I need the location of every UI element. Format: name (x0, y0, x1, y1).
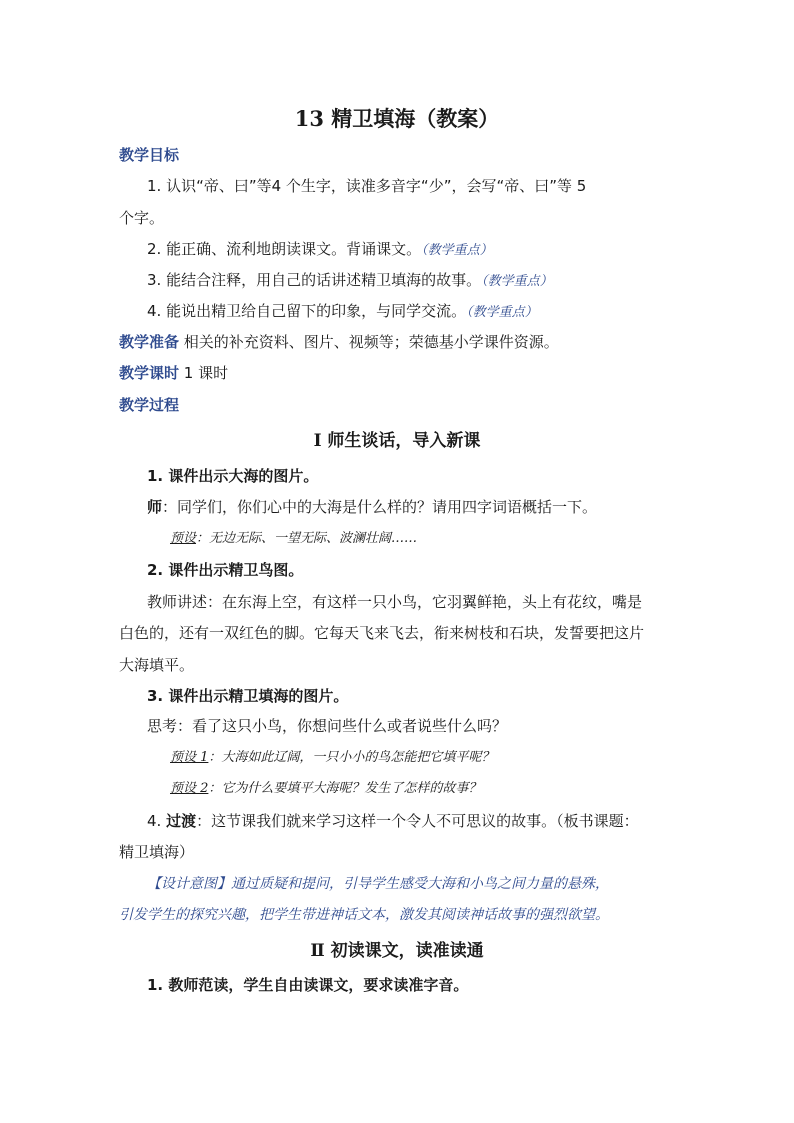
document-title: 13 精卫填海（教案） (294, 106, 500, 131)
goal-item-4 (147, 301, 538, 323)
goal-item-4-note: （教学重点） (466, 305, 538, 320)
goal-item-3 (147, 270, 553, 292)
section-2-step-1 (147, 975, 468, 995)
think-question: 思考：看了这只小鸟，你想问些什么或者说些什么吗？ (147, 717, 508, 735)
section-1-step-1 (147, 466, 318, 486)
narration-line-1: 教师讲述：在东海上空，有这样一只小鸟，它羽翼鲜艳，头上有花纹，嘴是 (147, 593, 643, 611)
section-1-step-2 (147, 560, 303, 580)
prep-label: 教学准备 (119, 333, 180, 351)
section-1-title: Ⅰ 师生谈话，导入新课 (313, 431, 481, 451)
teacher-question (147, 497, 597, 517)
preset-text: ：无边无际、一望无际、波澜壮阔…… (196, 531, 418, 546)
goal-item-4-text: 4. 能说出精卫给自己留下的印象，与同学交流。 (147, 302, 467, 320)
narration-line-3: 大海填平。 (119, 656, 195, 674)
hours-line (119, 363, 228, 383)
step-4-number: 4. (147, 812, 167, 830)
step-4-text: ：这节课我们就来学习这样一个令人不可思议的故事。（板书课题： (196, 812, 639, 830)
prep-line (119, 332, 559, 352)
preset-1-text: ：大海如此辽阔，一只小小的鸟怎能把它填平呢？ (208, 750, 495, 765)
hours-label: 教学课时 (119, 364, 180, 382)
goals-heading: 教学目标 (119, 146, 180, 164)
goal-item-3-text: 3. 能结合注释，用自己的话讲述精卫填海的故事。 (147, 271, 482, 289)
design-intent-line-2: 引发学生的探究兴趣，把学生带进神话文本，激发其阅读神话故事的强烈欲望。 (119, 907, 609, 923)
goal-item-2 (147, 239, 493, 261)
teacher-label: 师 (147, 498, 163, 516)
hours-text: 1 课时 (179, 364, 229, 382)
goal-item-2-text: 2. 能正确、流利地朗读课文。背诵课文。 (147, 240, 422, 258)
prep-text: 相关的补充资料、图片、视频等；荣德基小学课件资源。 (179, 333, 559, 351)
section-1-step-3-text: 3. 课件出示精卫填海的图片。 (147, 687, 349, 705)
design-intent-line-1 (147, 874, 609, 894)
goal-item-1-line-1: 1. 认识“帝、曰”等4 个生字，读准多音字“少”，会写“帝、曰”等 5 (147, 177, 587, 195)
goal-item-1-line-2: 个字。 (119, 209, 165, 227)
preset-2-text: ：它为什么要填平大海呢？发生了怎样的故事？ (208, 781, 482, 796)
process-heading: 教学过程 (119, 396, 180, 414)
goal-item-3-note: （教学重点） (481, 274, 553, 289)
section-2-step-1-text: 1. 教师范读，学生自由读课文，要求读准字音。 (147, 976, 469, 994)
goal-item-2-note: （教学重点） (421, 243, 493, 258)
teacher-text: ：同学们，你们心中的大海是什么样的？请用四字词语概括一下。 (162, 498, 598, 516)
preset-label: 预设 (170, 531, 197, 546)
narration-line-2: 白色的，还有一双红色的脚。它每天飞来飞去，衔来树枝和石块，发誓要把这片 (119, 624, 645, 642)
preset-1-label: 预设 1 (170, 750, 209, 765)
section-1-step-2-text: 2. 课件出示精卫鸟图。 (147, 561, 304, 579)
preset-1 (170, 748, 494, 768)
section-1-step-1-text: 1. 课件出示大海的图片。 (147, 467, 319, 485)
section-1-step-3 (147, 686, 348, 706)
preset-answer (170, 529, 417, 549)
design-intent-label: 【设计意图】 (147, 876, 231, 892)
step-4-label: 过渡 (166, 812, 197, 830)
section-1-step-4-line-2: 精卫填海） (119, 843, 195, 861)
preset-2-label: 预设 2 (170, 781, 209, 796)
preset-2 (170, 779, 481, 799)
section-2-title: Ⅱ 初读课文，读准读通 (310, 941, 484, 961)
design-intent-text-1: 通过质疑和提问，引导学生感受大海和小鸟之间力量的悬殊， (231, 876, 609, 892)
section-1-step-4 (147, 811, 639, 831)
